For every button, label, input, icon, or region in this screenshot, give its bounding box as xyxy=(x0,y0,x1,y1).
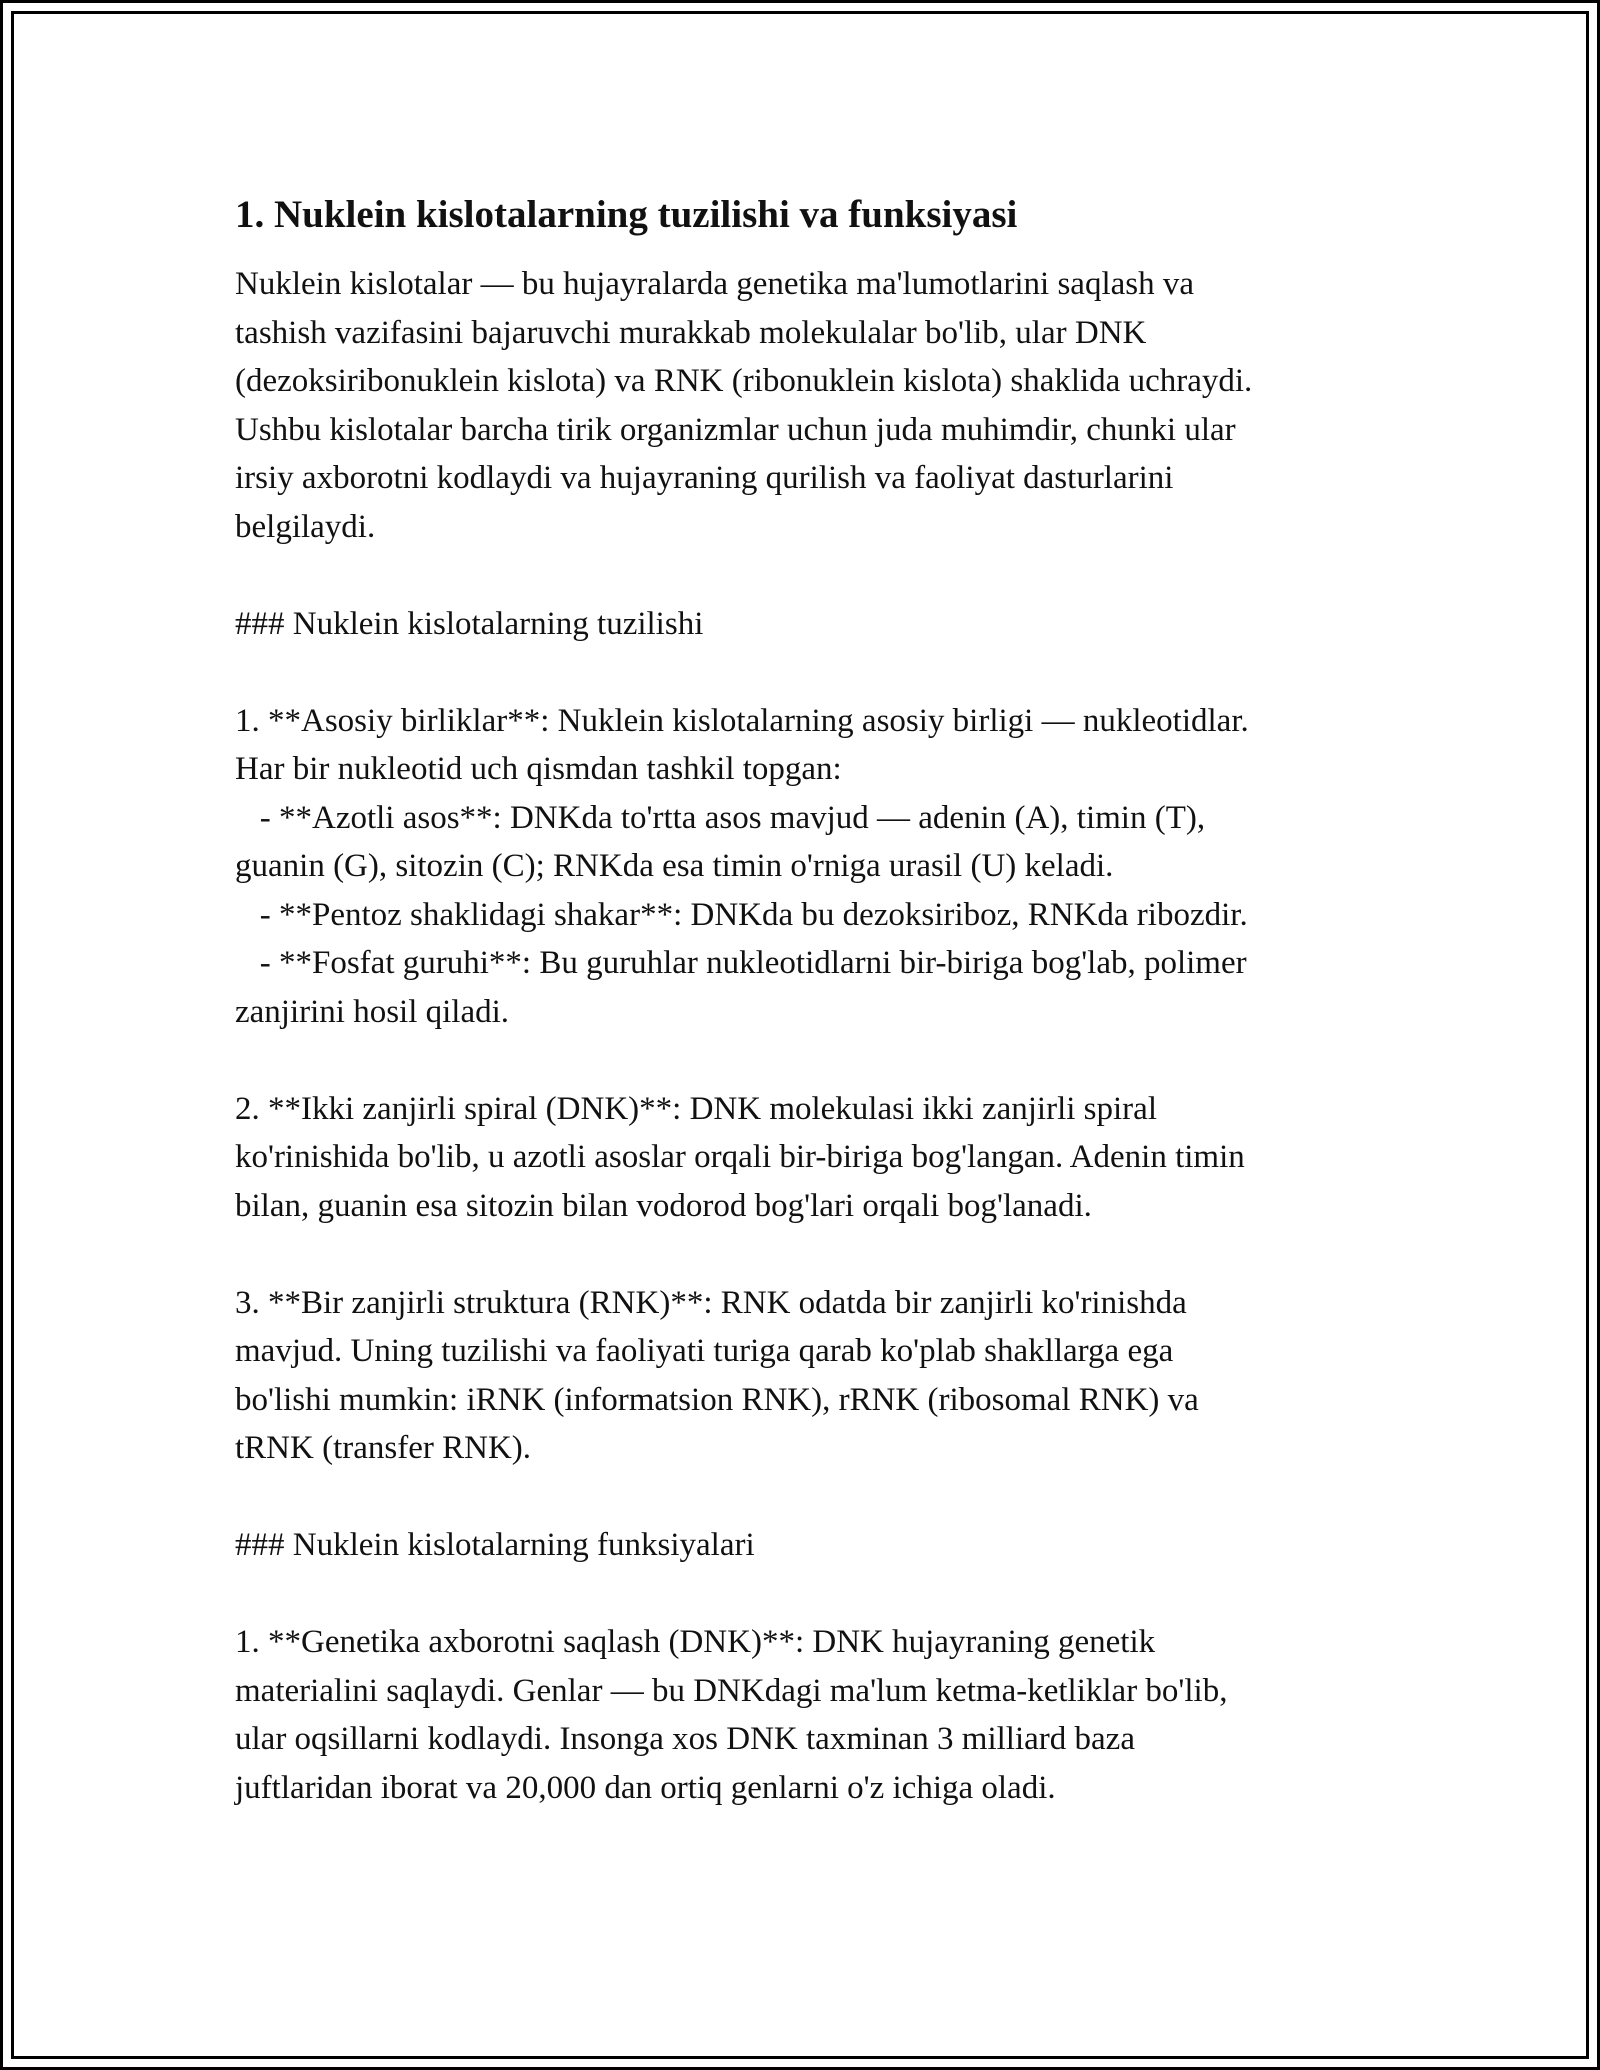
spacer xyxy=(235,648,1395,697)
spacer xyxy=(235,1473,1395,1522)
document-title: 1. Nuklein kislotalarning tuzilishi va funksiyasi xyxy=(235,193,1018,236)
structure-item-1: 1. **Asosiy birliklar**: Nuklein kislotalarning asosiy birligi — nukleotidlar. Har bir nukleotid uch qismdan tashkil topgan: - **Azotli asos**: DNKda to'rtta asos mavjud — adenin (A), timin (T), guanin (G), sitozin (C); RNKda esa timin o'rniga urasil (U) keladi. - **Pentoz shaklidagi shakar**: DNKda bu dezoksiriboz, RNKda ribozdir. - **Fosfat guruhi**: Bu guruhlar nukleotidlarni bir-biriga bog'lab, polimer zanjirini hosil qiladi. xyxy=(235,702,1249,1030)
structure-item-3: 3. **Bir zanjirli struktura (RNK)**: RNK odatda bir zanjirli ko'rinishda mavjud. Uning tuzilishi va faoliyati turiga qarab ko'plab shakllarga ega bo'lishi mumkin: iRNK (informatsion RNK), rRNK (ribosomal RNK) va tRNK (transfer RNK). xyxy=(235,1284,1199,1466)
spacer xyxy=(235,1570,1395,1619)
document-body xyxy=(235,188,1395,1812)
structure-item-2: 2. **Ikki zanjirli spiral (DNK)**: DNK molekulasi ikki zanjirli spiral ko'rinishida bo'lib, u azotli asoslar orqali bir-biriga bog'langan. Adenin timin bilan, guanin esa sitozin bilan vodorod bog'lari orqali bog'lanadi. xyxy=(235,1090,1245,1224)
spacer xyxy=(235,1230,1395,1279)
intro-paragraph: Nuklein kislotalar — bu hujayralarda genetika ma'lumotlarini saqlash va tashish vazifasini bajaruvchi murakkab molekulalar bo'lib, ular DNK (dezoksiribonuklein kislota) va RNK (ribonuklein kislota) shaklida uchraydi. Ushbu kislotalar barcha tirik organizmlar uchun juda muhimdir, chunki ular irsiy axborotni kodlaydi va hujayraning qurilish va faoliyat dasturlarini belgilaydi. xyxy=(235,266,1253,545)
section-heading-structure: ### Nuklein kislotalarning tuzilishi xyxy=(235,605,704,642)
spacer xyxy=(235,1036,1395,1085)
section-heading-functions: ### Nuklein kislotalarning funksiyalari xyxy=(235,1527,755,1563)
spacer xyxy=(235,551,1395,600)
function-item-1: 1. **Genetika axborotni saqlash (DNK)**: DNK hujayraning genetik materialini saqlaydi. Genlar — bu DNKdagi ma'lum ketma-ketliklar bo'lib, ular oqsillarni kodlaydi. Insonga xos DNK taxminan 3 milliard baza juftlaridan iborat va 20,000 dan ortiq genlarni o'z ichiga oladi. xyxy=(235,1624,1228,1806)
